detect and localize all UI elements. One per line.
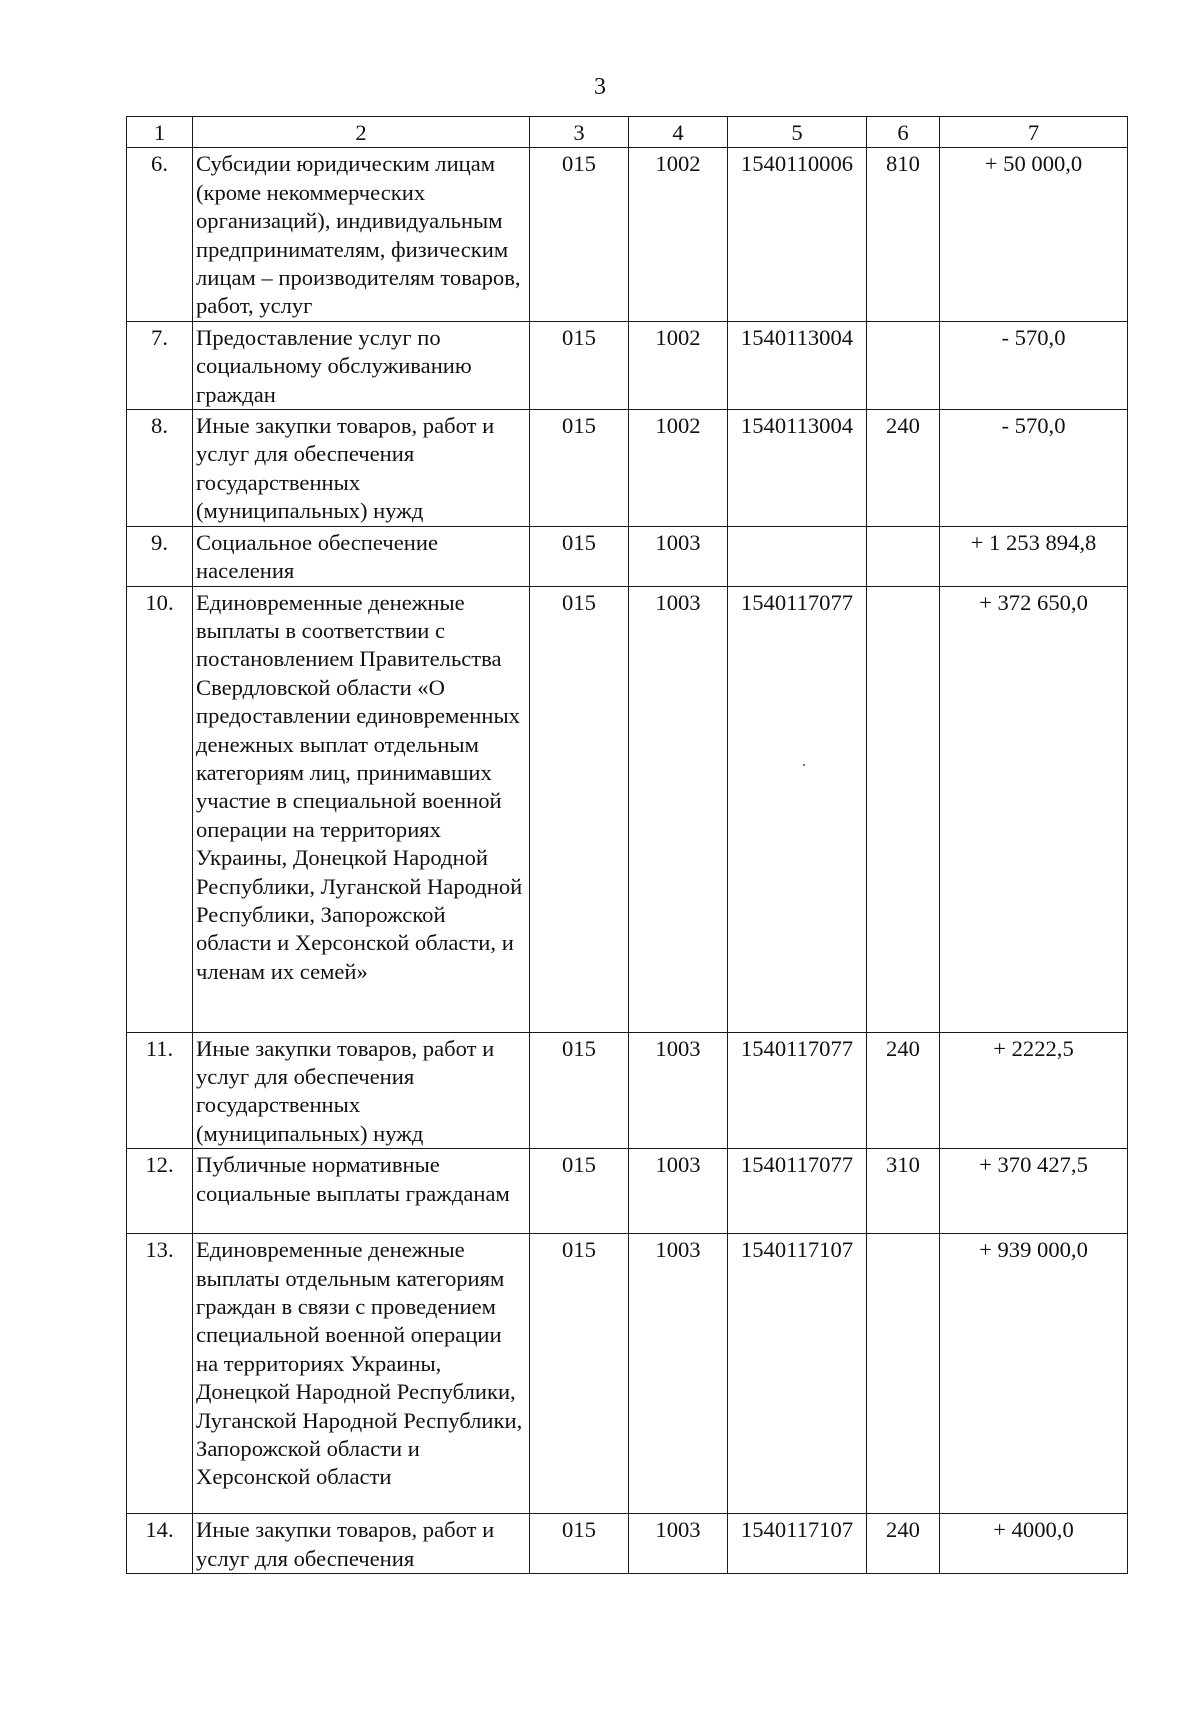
expense-type-code: 810	[867, 148, 940, 321]
ministry-code: 015	[530, 586, 629, 1032]
column-header: 7	[940, 117, 1128, 148]
row-number: 14.	[127, 1514, 193, 1574]
table-row	[127, 526, 1128, 586]
column-header: 4	[629, 117, 728, 148]
column-header: 1	[127, 117, 193, 148]
section-code: 1003	[629, 1234, 728, 1514]
row-name: Субсидии юридическим лицам (кроме некоммерческих организаций), индивидуальным предпринимателям, физическим лицам – производителям товаров, работ, услуг	[193, 148, 530, 321]
amount: + 2222,5	[940, 1032, 1128, 1149]
row-name: Иные закупки товаров, работ и услуг для обеспечения	[193, 1514, 530, 1574]
section-code: 1003	[629, 586, 728, 1032]
amount: + 372 650,0	[940, 586, 1128, 1032]
amount: - 570,0	[940, 321, 1128, 409]
expense-type-code	[867, 526, 940, 586]
ministry-code: 015	[530, 321, 629, 409]
column-header: 5	[728, 117, 867, 148]
target-article-code: 1540117107	[728, 1234, 867, 1514]
section-code: 1003	[629, 1149, 728, 1234]
row-number: 12.	[127, 1149, 193, 1234]
section-code: 1003	[629, 526, 728, 586]
amount: + 50 000,0	[940, 148, 1128, 321]
table-header-row	[127, 117, 1128, 148]
section-code: 1003	[629, 1514, 728, 1574]
amount: + 1 253 894,8	[940, 526, 1128, 586]
expense-type-code: 240	[867, 1032, 940, 1149]
row-number: 6.	[127, 148, 193, 321]
table-row	[127, 1149, 1128, 1234]
row-name: Предоставление услуг по социальному обслуживанию граждан	[193, 321, 530, 409]
table-row	[127, 1032, 1128, 1149]
page-number: 3	[594, 74, 606, 100]
target-article-code	[728, 526, 867, 586]
budget-changes-table	[126, 116, 1128, 1574]
amount: + 939 000,0	[940, 1234, 1128, 1514]
ministry-code: 015	[530, 1514, 629, 1574]
ministry-code: 015	[530, 526, 629, 586]
amount: - 570,0	[940, 410, 1128, 527]
scan-speck	[803, 764, 805, 766]
ministry-code: 015	[530, 1032, 629, 1149]
row-number: 8.	[127, 410, 193, 527]
target-article-code: 1540117077	[728, 1032, 867, 1149]
table-row	[127, 410, 1128, 527]
column-header: 6	[867, 117, 940, 148]
ministry-code: 015	[530, 410, 629, 527]
column-header: 3	[530, 117, 629, 148]
ministry-code: 015	[530, 1234, 629, 1514]
target-article-code: 1540117077	[728, 1149, 867, 1234]
section-code: 1003	[629, 1032, 728, 1149]
target-article-code: 1540113004	[728, 321, 867, 409]
column-header: 2	[193, 117, 530, 148]
amount: + 370 427,5	[940, 1149, 1128, 1234]
expense-type-code	[867, 321, 940, 409]
row-number: 10.	[127, 586, 193, 1032]
expense-type-code: 240	[867, 410, 940, 527]
target-article-code: 1540110006	[728, 148, 867, 321]
amount: + 4000,0	[940, 1514, 1128, 1574]
row-name: Единовременные денежные выплаты в соответствии с постановлением Правительства Свердловской области «О предоставлении единовременных денежных выплат отдельным категориям лиц, принимавших участие в специальной военной операции на территориях Украины, Донецкой Народной Республики, Луганской Народной Республики, Запорожской области и Херсонской области, и членам их семей»	[193, 586, 530, 1032]
section-code: 1002	[629, 321, 728, 409]
target-article-code: 1540117077	[728, 586, 867, 1032]
row-name: Социальное обеспечение населения	[193, 526, 530, 586]
table-row	[127, 321, 1128, 409]
table-row	[127, 586, 1128, 1032]
table-row	[127, 148, 1128, 321]
row-name: Иные закупки товаров, работ и услуг для обеспечения государственных (муниципальных) нужд	[193, 410, 530, 527]
target-article-code: 1540117107	[728, 1514, 867, 1574]
row-number: 11.	[127, 1032, 193, 1149]
table-row	[127, 1514, 1128, 1574]
ministry-code: 015	[530, 1149, 629, 1234]
expense-type-code	[867, 586, 940, 1032]
ministry-code: 015	[530, 148, 629, 321]
row-number: 13.	[127, 1234, 193, 1514]
section-code: 1002	[629, 148, 728, 321]
row-name: Публичные нормативные социальные выплаты гражданам	[193, 1149, 530, 1234]
expense-type-code: 240	[867, 1514, 940, 1574]
row-name: Единовременные денежные выплаты отдельным категориям граждан в связи с проведением специальной военной операции на территориях Украины, Донецкой Народной Республики, Луганской Народной Республики, Запорожской области и Херсонской области	[193, 1234, 530, 1514]
row-name: Иные закупки товаров, работ и услуг для обеспечения государственных (муниципальных) нужд	[193, 1032, 530, 1149]
expense-type-code: 310	[867, 1149, 940, 1234]
row-number: 9.	[127, 526, 193, 586]
table-row	[127, 1234, 1128, 1514]
expense-type-code	[867, 1234, 940, 1514]
section-code: 1002	[629, 410, 728, 527]
target-article-code: 1540113004	[728, 410, 867, 527]
row-number: 7.	[127, 321, 193, 409]
